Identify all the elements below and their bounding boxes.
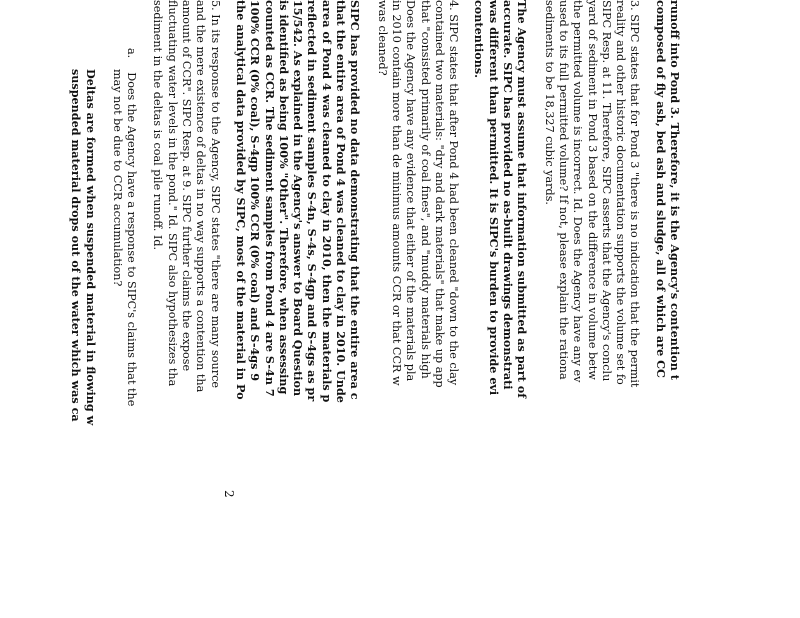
text-line: used to its full permitted volume? If not, please explain the rationa [556,0,570,380]
paragraph-6 [150,0,221,618]
text-line: 5. In its response to the Agency, SIPC states "there are many source [208,0,222,388]
text-line: the permitted volume is incorrect. Id. Does the Agency have any ev [571,0,585,383]
text-line: Does the Agency have any evidence that either of the materials pla [404,0,418,382]
text-line: that "consisted primarily of coal fines", and "muddy materials high [418,0,432,379]
text-line: 100% CCR (0% coal), S-4gp 100% CCR (0% coal) and S-4gs 9 [248,0,263,382]
text-line: counted as CCR. The sediment samples from Pond 4 are S-4n 7 [262,0,277,397]
text-line: 3. SIPC states that for Pond 3 "there is no indication that the permit [628,0,642,388]
text-line: Deltas are formed when suspended material in flowing w [83,69,98,426]
page-number: 2 [222,490,236,498]
text-line: accurate. SIPC has provided no as-built drawings demonstrati [501,0,516,390]
text-line: runoff into Pond 3. Therefore, it is the Agency's contention t [668,0,682,380]
text-line: was cleaned? [375,0,389,76]
text-line: may not be due to CCR accumulation? [110,69,124,287]
text-line: yard of sediment in Pond 3 based on the difference in volume betw [585,0,599,380]
text-line [124,0,138,618]
paragraph-5 [234,0,363,618]
text-line: area of Pond 4 was cleaned to clay in 2010, then the materials p [319,0,334,403]
paragraph-3 [472,0,529,618]
text-line: contained two materials: "dry and dark materials" that make up app [432,0,446,388]
question-text: Does the Agency have a response to SIPC's claims that the [125,72,139,407]
text-line: was different than permitted. It is SIPC's burden to provide evi [486,0,501,396]
answer-a [69,0,98,618]
text-line: reflected in sediment samples S-4n, S-4s, S-4gp and S-4gs as pr [305,0,320,402]
text-line: suspended material drops out of the water which was ca [69,69,84,422]
text-line: SIPC has provided no data demonstrating that the entire area c [348,0,363,400]
text-line: amount of CCR". SIPC Resp. at 9. SIPC further claims the expose [180,0,194,372]
paragraph-1 [653,0,682,618]
text-line: reality and other historic documentation supports the volume set fo [614,0,628,385]
text-line: fluctuating water levels in the pond." Id. SIPC also hypothesizes tha [165,0,179,387]
question-marker: a. [125,48,139,59]
paragraph-4 [374,0,460,618]
paragraph-2 [541,0,641,618]
text-line: SIPC Resp. at 11. Therefore, SIPC asserts that the Agency's conclu [599,0,613,382]
document-body [57,0,682,618]
text-line: contentions. [472,0,487,79]
text-line: 15/542. As explained in the Agency's answer to Board Question [291,0,306,397]
text-line: that the entire area of Pond 4 was cleaned to clay in 2010. Unde [334,0,349,403]
text-line: 4. SIPC states that after Pond 4 had been cleaned "down to the clay [447,0,461,386]
text-line: sediments to be 18,327 cubic yards. [542,0,556,205]
text-line: in 2010 contain more than de minimus amounts CCR or that CCR w [389,0,403,386]
text-line: composed of fly ash, bed ash and sludge, all of which are CC [653,0,668,378]
text-line: and the mere existence of deltas in no way supports a contention tha [194,0,208,393]
text-line: is identified as being 100% "Other". Therefore, when assessing [276,0,291,395]
text-line: the analytical data provided by SIPC, most of the material in Po [233,0,248,400]
text-line: sediment in the deltas is coal pile runoff. Id. [151,0,165,251]
text-line: The Agency must assume that information submitted as part of [515,0,530,399]
question-a [110,0,139,618]
